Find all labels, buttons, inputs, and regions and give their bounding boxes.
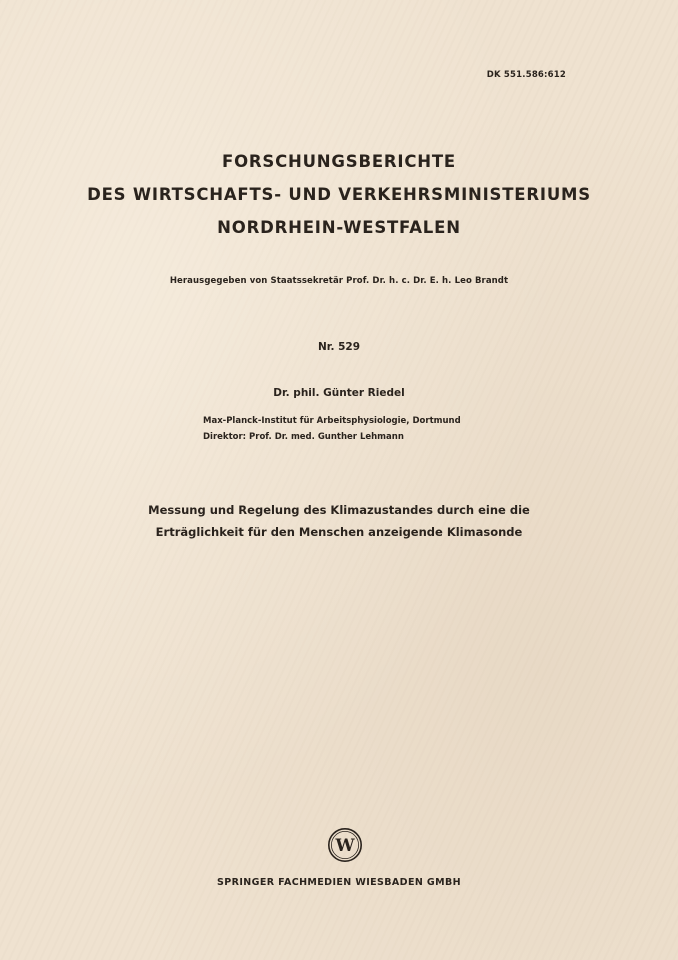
affiliation-line: Direktor: Prof. Dr. med. Gunther Lehmann bbox=[203, 432, 404, 442]
publisher-logo-letter: W bbox=[335, 836, 355, 856]
classification-code: DK 551.586:612 bbox=[486, 70, 566, 80]
series-title-line: DES WIRTSCHAFTS- UND VERKEHRSMINISTERIUMS bbox=[87, 185, 591, 204]
report-title-line: Erträglichkeit für den Menschen anzeigende Klimasonde bbox=[155, 525, 523, 539]
author-affiliation bbox=[203, 413, 461, 445]
author-name: Dr. phil. Günter Riedel bbox=[273, 387, 405, 399]
report-number: Nr. 529 bbox=[317, 341, 361, 353]
report-title-line: Messung und Regelung des Klimazustandes durch eine die bbox=[148, 503, 530, 517]
report-title bbox=[0, 499, 678, 543]
series-title bbox=[0, 145, 678, 244]
series-title-line: FORSCHUNGSBERICHTE bbox=[222, 152, 456, 171]
series-title-line: NORDRHEIN-WESTFALEN bbox=[217, 218, 461, 237]
editor-line: Herausgegeben von Staatssekretär Prof. Dr. h. c. Dr. E. h. Leo Brandt bbox=[169, 276, 509, 286]
publisher-logo-icon bbox=[327, 827, 363, 863]
affiliation-line: Max-Planck-Institut für Arbeitsphysiologie, Dortmund bbox=[203, 416, 461, 426]
publisher-name: SPRINGER FACHMEDIEN WIESBADEN GMBH bbox=[217, 877, 461, 888]
